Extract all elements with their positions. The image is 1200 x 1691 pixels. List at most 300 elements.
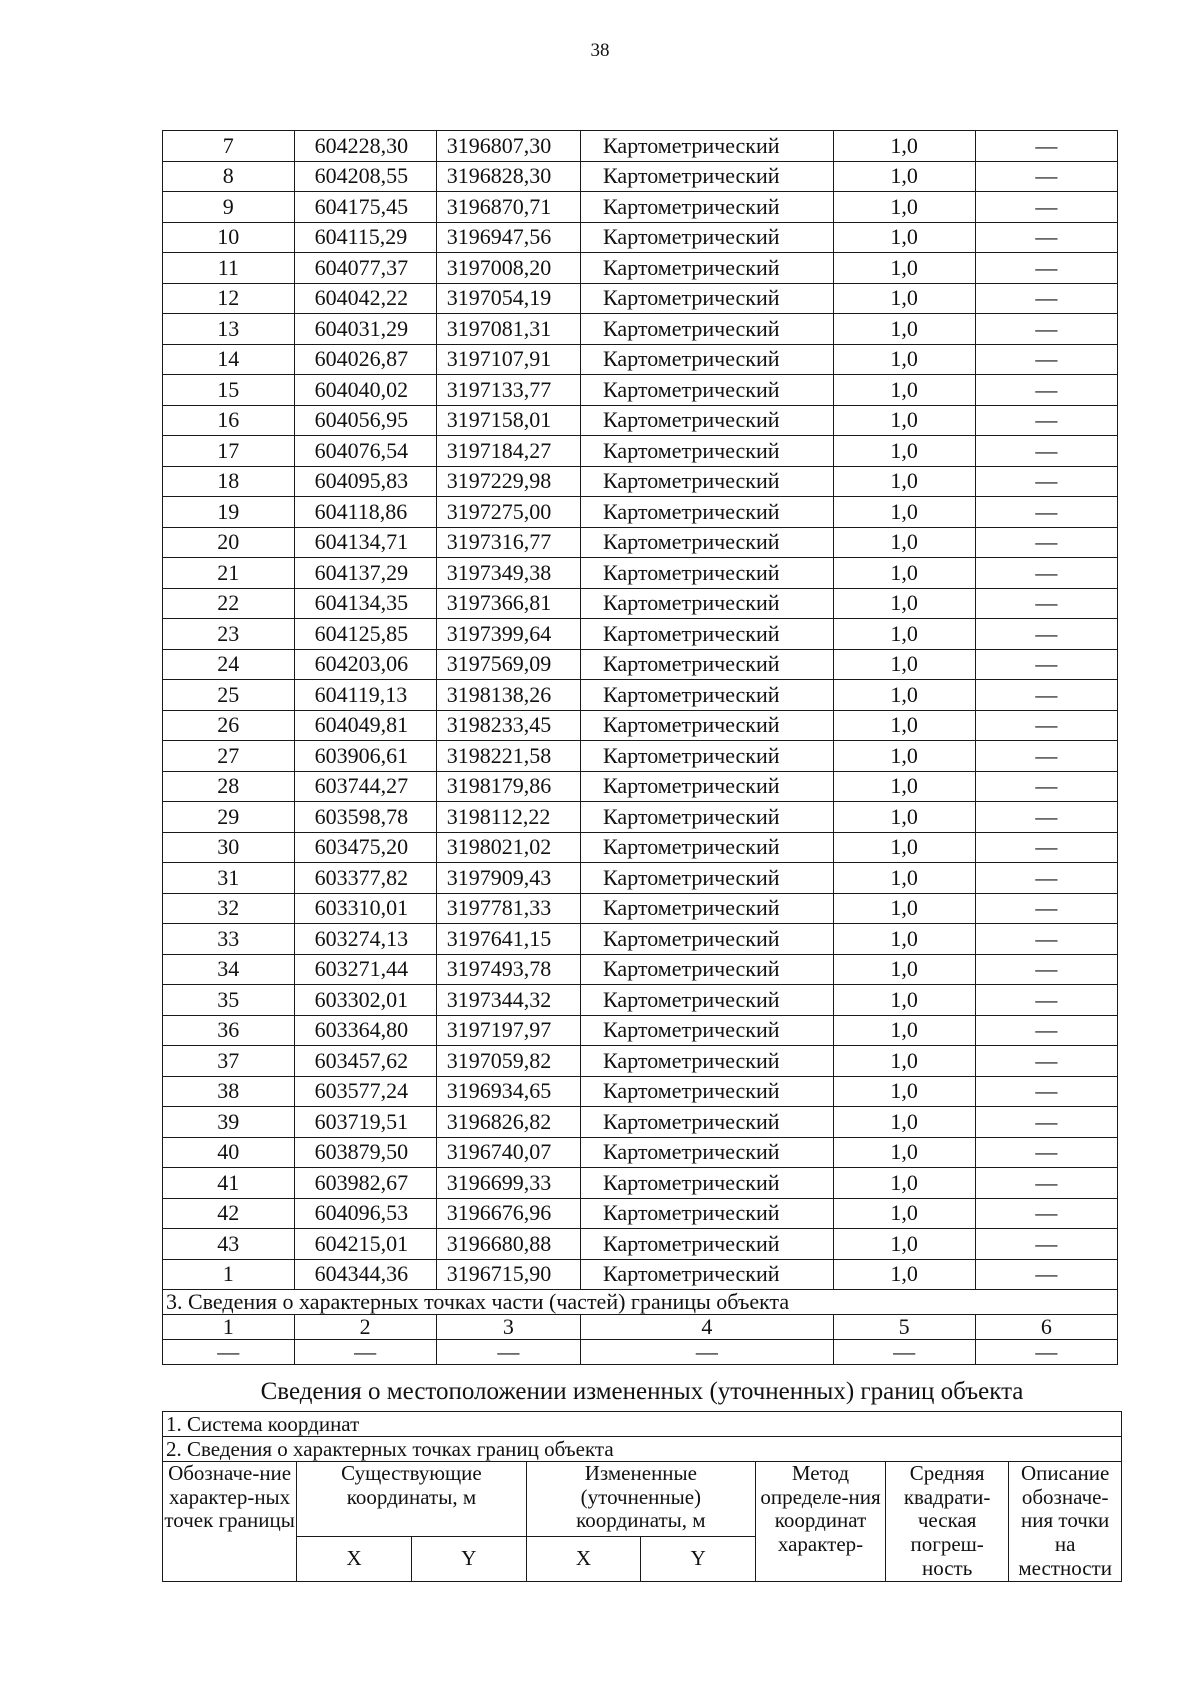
method-cell: Картометрический — [581, 405, 834, 436]
table-row — [163, 161, 1118, 192]
coord-y-cell: 3198021,02 — [436, 832, 580, 863]
coordinates-table-body — [163, 131, 1118, 1290]
coord-x-cell: 604095,83 — [294, 466, 436, 497]
description-cell: — — [975, 863, 1117, 894]
table-row — [163, 1015, 1118, 1046]
coordinate-system-label: 1. Система координат — [163, 1412, 1122, 1437]
empty-cell: — — [581, 1340, 834, 1365]
coord-x-cell: 603475,20 — [294, 832, 436, 863]
description-cell: — — [975, 1076, 1117, 1107]
description-cell: — — [975, 527, 1117, 558]
description-cell: — — [975, 497, 1117, 528]
point-number-cell: 20 — [163, 527, 295, 558]
coord-x-cell: 603457,62 — [294, 1046, 436, 1077]
point-number-cell: 14 — [163, 344, 295, 375]
column-number: 3 — [436, 1315, 580, 1340]
point-number-cell: 15 — [163, 375, 295, 406]
accuracy-cell: 1,0 — [833, 680, 975, 711]
method-cell: Картометрический — [581, 1137, 834, 1168]
table-row — [163, 344, 1118, 375]
table-row — [163, 985, 1118, 1016]
empty-cell: — — [163, 1340, 295, 1365]
description-cell: — — [975, 588, 1117, 619]
point-number-cell: 29 — [163, 802, 295, 833]
method-cell: Картометрический — [581, 344, 834, 375]
coord-x-cell: 604208,55 — [294, 161, 436, 192]
method-cell: Картометрический — [581, 680, 834, 711]
coord-y-cell: 3197399,64 — [436, 619, 580, 650]
point-number-cell: 38 — [163, 1076, 295, 1107]
column-number: 1 — [163, 1315, 295, 1340]
table-row — [163, 954, 1118, 985]
accuracy-cell: 1,0 — [833, 1259, 975, 1290]
table-row — [163, 649, 1118, 680]
header-method: Метод определе-ния координат характер- — [756, 1462, 886, 1582]
header-existing-y: Y — [411, 1536, 526, 1581]
method-cell: Картометрический — [581, 253, 834, 284]
accuracy-cell: 1,0 — [833, 893, 975, 924]
accuracy-cell: 1,0 — [833, 1229, 975, 1260]
changed-boundaries-table — [162, 1411, 1122, 1582]
method-cell: Картометрический — [581, 436, 834, 467]
coord-y-cell: 3197184,27 — [436, 436, 580, 467]
point-number-cell: 36 — [163, 1015, 295, 1046]
description-cell: — — [975, 619, 1117, 650]
description-cell: — — [975, 253, 1117, 284]
description-cell: — — [975, 192, 1117, 223]
coord-y-cell: 3197781,33 — [436, 893, 580, 924]
part-points-section-row — [163, 1290, 1118, 1315]
coord-y-cell: 3196699,33 — [436, 1168, 580, 1199]
accuracy-cell: 1,0 — [833, 161, 975, 192]
point-number-cell: 18 — [163, 466, 295, 497]
table-row — [163, 710, 1118, 741]
point-number-cell: 7 — [163, 131, 295, 162]
table-row — [163, 283, 1118, 314]
coord-y-cell: 3198221,58 — [436, 741, 580, 772]
accuracy-cell: 1,0 — [833, 1015, 975, 1046]
point-number-cell: 27 — [163, 741, 295, 772]
table-row — [163, 497, 1118, 528]
point-number-cell: 16 — [163, 405, 295, 436]
method-cell: Картометрический — [581, 1046, 834, 1077]
description-cell: — — [975, 954, 1117, 985]
table-row — [163, 771, 1118, 802]
accuracy-cell: 1,0 — [833, 649, 975, 680]
point-number-cell: 37 — [163, 1046, 295, 1077]
coord-x-cell: 604115,29 — [294, 222, 436, 253]
accuracy-cell: 1,0 — [833, 1168, 975, 1199]
point-number-cell: 34 — [163, 954, 295, 985]
coord-y-cell: 3197316,77 — [436, 527, 580, 558]
coord-y-cell: 3197349,38 — [436, 558, 580, 589]
coord-y-cell: 3196676,96 — [436, 1198, 580, 1229]
method-cell: Картометрический — [581, 954, 834, 985]
description-cell: — — [975, 283, 1117, 314]
method-cell: Картометрический — [581, 222, 834, 253]
point-number-cell: 42 — [163, 1198, 295, 1229]
column-number: 4 — [581, 1315, 834, 1340]
method-cell: Картометрический — [581, 985, 834, 1016]
point-number-cell: 24 — [163, 649, 295, 680]
coord-x-cell: 603906,61 — [294, 741, 436, 772]
table-row — [163, 741, 1118, 772]
point-number-cell: 41 — [163, 1168, 295, 1199]
coord-x-cell: 604137,29 — [294, 558, 436, 589]
method-cell: Картометрический — [581, 832, 834, 863]
point-number-cell: 10 — [163, 222, 295, 253]
coord-y-cell: 3197493,78 — [436, 954, 580, 985]
accuracy-cell: 1,0 — [833, 314, 975, 345]
description-cell: — — [975, 741, 1117, 772]
description-cell: — — [975, 1229, 1117, 1260]
coord-x-cell: 603598,78 — [294, 802, 436, 833]
header-changed-x: X — [526, 1536, 641, 1581]
point-number-cell: 23 — [163, 619, 295, 650]
description-cell: — — [975, 771, 1117, 802]
description-cell: — — [975, 680, 1117, 711]
description-cell: — — [975, 405, 1117, 436]
point-number-cell: 22 — [163, 588, 295, 619]
accuracy-cell: 1,0 — [833, 405, 975, 436]
method-cell: Картометрический — [581, 588, 834, 619]
table-row — [163, 436, 1118, 467]
coord-y-cell: 3197081,31 — [436, 314, 580, 345]
description-cell: — — [975, 649, 1117, 680]
changed-boundaries-heading: Сведения о местоположении измененных (уточненных) границ объекта — [260, 1378, 1024, 1405]
coord-x-cell: 604344,36 — [294, 1259, 436, 1290]
point-number-cell: 26 — [163, 710, 295, 741]
coord-x-cell: 604040,02 — [294, 375, 436, 406]
method-cell: Картометрический — [581, 893, 834, 924]
point-number-cell: 11 — [163, 253, 295, 284]
empty-cell: — — [833, 1340, 975, 1365]
method-cell: Картометрический — [581, 802, 834, 833]
coord-x-cell: 603271,44 — [294, 954, 436, 985]
accuracy-cell: 1,0 — [833, 222, 975, 253]
point-number-cell: 8 — [163, 161, 295, 192]
method-cell: Картометрический — [581, 710, 834, 741]
coord-x-cell: 603364,80 — [294, 1015, 436, 1046]
method-cell: Картометрический — [581, 375, 834, 406]
description-cell: — — [975, 1259, 1117, 1290]
accuracy-cell: 1,0 — [833, 558, 975, 589]
accuracy-cell: 1,0 — [833, 1076, 975, 1107]
description-cell: — — [975, 710, 1117, 741]
table-row — [163, 192, 1118, 223]
header-changed-coords: Измененные (уточненные) координаты, м — [526, 1462, 755, 1537]
column-number: 5 — [833, 1315, 975, 1340]
table-row — [163, 1107, 1118, 1138]
table-row — [163, 802, 1118, 833]
description-cell: — — [975, 1168, 1117, 1199]
accuracy-cell: 1,0 — [833, 253, 975, 284]
accuracy-cell: 1,0 — [833, 527, 975, 558]
method-cell: Картометрический — [581, 314, 834, 345]
coord-x-cell: 604125,85 — [294, 619, 436, 650]
table-row — [163, 527, 1118, 558]
coord-x-cell: 604077,37 — [294, 253, 436, 284]
coord-y-cell: 3197059,82 — [436, 1046, 580, 1077]
coord-x-cell: 603302,01 — [294, 985, 436, 1016]
method-cell: Картометрический — [581, 1259, 834, 1290]
column-numbers-row — [163, 1315, 1118, 1340]
accuracy-cell: 1,0 — [833, 192, 975, 223]
coord-y-cell: 3196680,88 — [436, 1229, 580, 1260]
point-number-cell: 17 — [163, 436, 295, 467]
accuracy-cell: 1,0 — [833, 466, 975, 497]
description-cell: — — [975, 893, 1117, 924]
coord-x-cell: 604134,71 — [294, 527, 436, 558]
point-number-cell: 40 — [163, 1137, 295, 1168]
coord-x-cell: 604042,22 — [294, 283, 436, 314]
method-cell: Картометрический — [581, 649, 834, 680]
description-cell: — — [975, 222, 1117, 253]
table-row — [163, 1229, 1118, 1260]
header-changed-y: Y — [641, 1536, 756, 1581]
accuracy-cell: 1,0 — [833, 954, 975, 985]
method-cell: Картометрический — [581, 527, 834, 558]
coord-y-cell: 3197054,19 — [436, 283, 580, 314]
coord-y-cell: 3198179,86 — [436, 771, 580, 802]
coord-x-cell: 604026,87 — [294, 344, 436, 375]
accuracy-cell: 1,0 — [833, 588, 975, 619]
method-cell: Картометрический — [581, 741, 834, 772]
empty-data-row — [163, 1340, 1118, 1365]
accuracy-cell: 1,0 — [833, 1107, 975, 1138]
point-number-cell: 1 — [163, 1259, 295, 1290]
point-number-cell: 13 — [163, 314, 295, 345]
method-cell: Картометрический — [581, 1229, 834, 1260]
point-number-cell: 35 — [163, 985, 295, 1016]
method-cell: Картометрический — [581, 1015, 834, 1046]
point-number-cell: 28 — [163, 771, 295, 802]
description-cell: — — [975, 558, 1117, 589]
point-number-cell: 39 — [163, 1107, 295, 1138]
boundary-points-label: 2. Сведения о характерных точках границ объекта — [163, 1437, 1122, 1462]
table-row — [163, 1046, 1118, 1077]
accuracy-cell: 1,0 — [833, 1046, 975, 1077]
coord-y-cell: 3198233,45 — [436, 710, 580, 741]
coord-y-cell: 3196947,56 — [436, 222, 580, 253]
header-row — [163, 1462, 1122, 1537]
coord-y-cell: 3197569,09 — [436, 649, 580, 680]
method-cell: Картометрический — [581, 131, 834, 162]
coord-y-cell: 3196934,65 — [436, 1076, 580, 1107]
method-cell: Картометрический — [581, 863, 834, 894]
table-row — [163, 222, 1118, 253]
table-row — [163, 832, 1118, 863]
coord-y-cell: 3196740,07 — [436, 1137, 580, 1168]
coord-x-cell: 604134,35 — [294, 588, 436, 619]
coord-y-cell: 3196807,30 — [436, 131, 580, 162]
description-cell: — — [975, 1107, 1117, 1138]
accuracy-cell: 1,0 — [833, 985, 975, 1016]
accuracy-cell: 1,0 — [833, 375, 975, 406]
accuracy-cell: 1,0 — [833, 832, 975, 863]
description-cell: — — [975, 924, 1117, 955]
header-point-designation: Обозначе-ние характер-ных точек границы — [163, 1462, 297, 1582]
point-number-cell: 21 — [163, 558, 295, 589]
column-number: 2 — [294, 1315, 436, 1340]
coord-x-cell: 604119,13 — [294, 680, 436, 711]
method-cell: Картометрический — [581, 924, 834, 955]
coord-y-cell: 3198112,22 — [436, 802, 580, 833]
method-cell: Картометрический — [581, 1107, 834, 1138]
coord-y-cell: 3197008,20 — [436, 253, 580, 284]
method-cell: Картометрический — [581, 283, 834, 314]
coord-x-cell: 604076,54 — [294, 436, 436, 467]
accuracy-cell: 1,0 — [833, 283, 975, 314]
table-row — [163, 466, 1118, 497]
method-cell: Картометрический — [581, 1168, 834, 1199]
table-row — [163, 1259, 1118, 1290]
description-cell: — — [975, 131, 1117, 162]
accuracy-cell: 1,0 — [833, 802, 975, 833]
coord-y-cell: 3197275,00 — [436, 497, 580, 528]
coord-y-cell: 3196826,82 — [436, 1107, 580, 1138]
point-number-cell: 25 — [163, 680, 295, 711]
coord-x-cell: 604031,29 — [294, 314, 436, 345]
method-cell: Картометрический — [581, 466, 834, 497]
coord-x-cell: 603274,13 — [294, 924, 436, 955]
table-row — [163, 405, 1118, 436]
coord-x-cell: 603377,82 — [294, 863, 436, 894]
accuracy-cell: 1,0 — [833, 497, 975, 528]
empty-cell: — — [436, 1340, 580, 1365]
coord-y-cell: 3197344,32 — [436, 985, 580, 1016]
point-number-cell: 9 — [163, 192, 295, 223]
coord-x-cell: 604096,53 — [294, 1198, 436, 1229]
part-points-title: 3. Сведения о характерных точках части (частей) границы объекта — [163, 1290, 1118, 1315]
table-row — [163, 314, 1118, 345]
point-number-cell: 19 — [163, 497, 295, 528]
coord-y-cell: 3197133,77 — [436, 375, 580, 406]
coord-y-cell: 3196870,71 — [436, 192, 580, 223]
page-number: 38 — [590, 40, 610, 61]
coord-x-cell: 603719,51 — [294, 1107, 436, 1138]
table-row — [163, 131, 1118, 162]
coord-y-cell: 3196828,30 — [436, 161, 580, 192]
coord-y-cell: 3197641,15 — [436, 924, 580, 955]
coord-x-cell: 604203,06 — [294, 649, 436, 680]
coord-y-cell: 3197107,91 — [436, 344, 580, 375]
description-cell: — — [975, 1137, 1117, 1168]
accuracy-cell: 1,0 — [833, 436, 975, 467]
accuracy-cell: 1,0 — [833, 619, 975, 650]
description-cell: — — [975, 314, 1117, 345]
method-cell: Картометрический — [581, 1076, 834, 1107]
table-row — [163, 588, 1118, 619]
description-cell: — — [975, 1046, 1117, 1077]
coord-x-cell: 604118,86 — [294, 497, 436, 528]
header-existing-coords: Существующие координаты, м — [297, 1462, 526, 1537]
coord-x-cell: 603879,50 — [294, 1137, 436, 1168]
coord-y-cell: 3197366,81 — [436, 588, 580, 619]
table-row — [163, 863, 1118, 894]
description-cell: — — [975, 466, 1117, 497]
coord-y-cell: 3197197,97 — [436, 1015, 580, 1046]
coordinates-table — [162, 130, 1118, 1365]
accuracy-cell: 1,0 — [833, 924, 975, 955]
coord-y-cell: 3196715,90 — [436, 1259, 580, 1290]
method-cell: Картометрический — [581, 771, 834, 802]
description-cell: — — [975, 344, 1117, 375]
coord-x-cell: 603744,27 — [294, 771, 436, 802]
description-cell: — — [975, 161, 1117, 192]
method-cell: Картометрический — [581, 558, 834, 589]
accuracy-cell: 1,0 — [833, 710, 975, 741]
accuracy-cell: 1,0 — [833, 344, 975, 375]
coord-x-cell: 604175,45 — [294, 192, 436, 223]
point-number-cell: 30 — [163, 832, 295, 863]
description-cell: — — [975, 985, 1117, 1016]
empty-cell: — — [975, 1340, 1117, 1365]
table-row — [163, 253, 1118, 284]
boundary-points-row — [163, 1437, 1122, 1462]
description-cell: — — [975, 832, 1117, 863]
point-number-cell: 12 — [163, 283, 295, 314]
description-cell: — — [975, 436, 1117, 467]
table-row — [163, 680, 1118, 711]
accuracy-cell: 1,0 — [833, 1137, 975, 1168]
description-cell: — — [975, 1198, 1117, 1229]
coord-x-cell: 603310,01 — [294, 893, 436, 924]
method-cell: Картометрический — [581, 619, 834, 650]
table-row — [163, 619, 1118, 650]
coord-y-cell: 3197909,43 — [436, 863, 580, 894]
coordinate-system-row — [163, 1412, 1122, 1437]
accuracy-cell: 1,0 — [833, 863, 975, 894]
point-number-cell: 31 — [163, 863, 295, 894]
coord-x-cell: 604056,95 — [294, 405, 436, 436]
coord-x-cell: 603982,67 — [294, 1168, 436, 1199]
table-row — [163, 1076, 1118, 1107]
column-number: 6 — [975, 1315, 1117, 1340]
table-row — [163, 924, 1118, 955]
table-row — [163, 1198, 1118, 1229]
coord-x-cell: 604228,30 — [294, 131, 436, 162]
description-cell: — — [975, 1015, 1117, 1046]
table-row — [163, 1137, 1118, 1168]
point-number-cell: 32 — [163, 893, 295, 924]
table-row — [163, 558, 1118, 589]
description-cell: — — [975, 375, 1117, 406]
coord-y-cell: 3198138,26 — [436, 680, 580, 711]
empty-cell: — — [294, 1340, 436, 1365]
coord-y-cell: 3197229,98 — [436, 466, 580, 497]
coord-x-cell: 604049,81 — [294, 710, 436, 741]
description-cell: — — [975, 802, 1117, 833]
accuracy-cell: 1,0 — [833, 1198, 975, 1229]
point-number-cell: 43 — [163, 1229, 295, 1260]
accuracy-cell: 1,0 — [833, 131, 975, 162]
header-mean-error: Средняя квадрати-ческая погреш-ность — [885, 1462, 1008, 1582]
header-existing-x: X — [297, 1536, 412, 1581]
point-number-cell: 33 — [163, 924, 295, 955]
method-cell: Картометрический — [581, 192, 834, 223]
header-description: Описание обозначе-ния точки на местности — [1009, 1462, 1122, 1582]
accuracy-cell: 1,0 — [833, 741, 975, 772]
accuracy-cell: 1,0 — [833, 771, 975, 802]
method-cell: Картометрический — [581, 497, 834, 528]
method-cell: Картометрический — [581, 1198, 834, 1229]
table-row — [163, 1168, 1118, 1199]
table-row — [163, 375, 1118, 406]
coord-x-cell: 604215,01 — [294, 1229, 436, 1260]
coord-y-cell: 3197158,01 — [436, 405, 580, 436]
method-cell: Картометрический — [581, 161, 834, 192]
